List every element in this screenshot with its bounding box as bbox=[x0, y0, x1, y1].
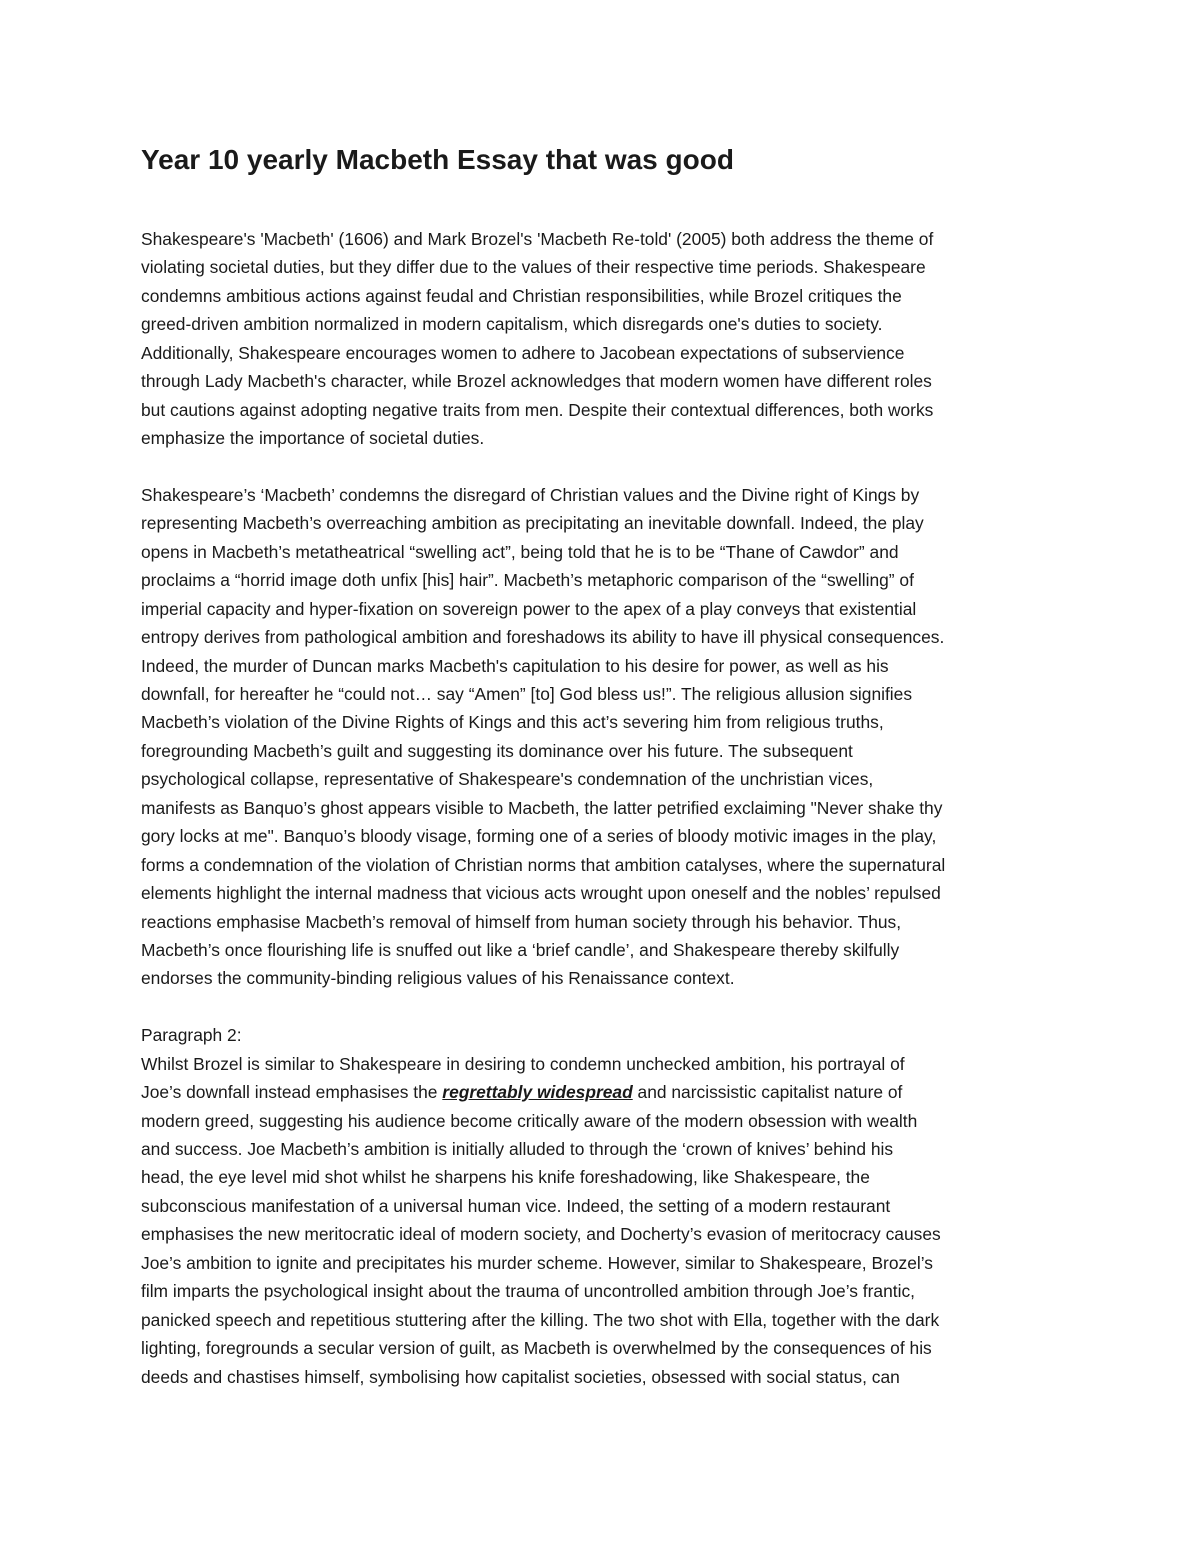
text-line bbox=[141, 1078, 1061, 1106]
text-line: Macbeth’s violation of the Divine Rights of Kings and this act’s severing him from religious truths, bbox=[141, 712, 884, 733]
text-line: imperial capacity and hyper-fixation on sovereign power to the apex of a play conveys that existential bbox=[141, 598, 917, 619]
text-line: modern greed, suggesting his audience become critically aware of the modern obsession with wealth bbox=[141, 1110, 918, 1131]
text-line: Joe’s ambition to ignite and precipitates his murder scheme. However, similar to Shakespeare, Brozel’s bbox=[141, 1252, 933, 1273]
paragraph-spacer bbox=[141, 453, 1061, 481]
text-line: deeds and chastises himself, symbolising how capitalist societies, obsessed with social status, can bbox=[141, 1366, 900, 1387]
text-line: manifests as Banquo’s ghost appears visible to Macbeth, the latter petrified exclaiming "Never shake thy bbox=[141, 797, 943, 818]
text-line: and success. Joe Macbeth’s ambition is initially alluded to through the ‘crown of knives’ behind his bbox=[141, 1139, 894, 1159]
essay-title: Year 10 yearly Macbeth Essay that was good bbox=[141, 144, 734, 175]
text-line: representing Macbeth’s overreaching ambition as precipitating an inevitable downfall. Indeed, the play bbox=[141, 513, 924, 534]
essay-body bbox=[141, 225, 1061, 1391]
text-line: foregrounding Macbeth’s guilt and suggesting its dominance over his future. The subsequent bbox=[141, 740, 853, 761]
text-line: subconscious manifestation of a universal human vice. Indeed, the setting of a modern restaurant bbox=[141, 1195, 891, 1216]
text-line: gory locks at me". Banquo’s bloody visage, forming one of a series of bloody motivic images in the play, bbox=[141, 826, 937, 847]
text-line: forms a condemnation of the violation of Christian norms that ambition catalyses, where the supernatural bbox=[141, 854, 946, 875]
text-line: reactions emphasise Macbeth’s removal of himself from human society through his behavior. Thus, bbox=[141, 911, 902, 932]
text-line: Indeed, the murder of Duncan marks Macbeth's capitulation to his desire for power, as well as his bbox=[141, 655, 889, 676]
text-line: elements highlight the internal madness that vicious acts wrought upon oneself and the nobles’ repulsed bbox=[141, 883, 941, 904]
text-line: psychological collapse, representative of Shakespeare's condemnation of the unchristian vices, bbox=[141, 769, 874, 790]
body-paragraph-1 bbox=[141, 481, 1061, 993]
text-line: head, the eye level mid shot whilst he sharpens his knife foreshadowing, like Shakespeare, the bbox=[141, 1167, 870, 1188]
text-line: Whilst Brozel is similar to Shakespeare in desiring to condemn unchecked ambition, his portrayal of bbox=[141, 1053, 905, 1074]
text-line: condemns ambitious actions against feudal and Christian responsibilities, while Brozel critiques the bbox=[141, 285, 902, 306]
text-line: greed-driven ambition normalized in modern capitalism, which disregards one's duties to society. bbox=[141, 314, 883, 335]
text-line: opens in Macbeth’s metatheatrical “swelling act”, being told that he is to be “Thane of Cawdor” and bbox=[141, 541, 899, 562]
text-line: through Lady Macbeth's character, while Brozel acknowledges that modern women have different roles bbox=[141, 371, 932, 392]
text-line: Shakespeare's 'Macbeth' (1606) and Mark Brozel's 'Macbeth Re-told' (2005) both address the theme of bbox=[141, 229, 934, 249]
body-paragraph-2 bbox=[141, 1021, 1061, 1391]
intro-paragraph bbox=[141, 225, 1061, 453]
document-page bbox=[141, 140, 1061, 1387]
text-line: film imparts the psychological insight about the trauma of uncontrolled ambition through Joe’s frantic, bbox=[141, 1281, 915, 1302]
text-line: emphasises the new meritocratic ideal of modern society, and Docherty’s evasion of meritocracy causes bbox=[141, 1224, 941, 1245]
text-line: endorses the community-binding religious values of his Renaissance context. bbox=[141, 968, 735, 989]
text-line: Shakespeare’s ‘Macbeth’ condemns the disregard of Christian values and the Divine right of Kings by bbox=[141, 484, 920, 505]
text-line: proclaims a “horrid image doth unfix [his] hair”. Macbeth’s metaphoric comparison of the “swelling” of bbox=[141, 570, 914, 591]
text-line: entropy derives from pathological ambition and foreshadows its ability to have ill physical consequences. bbox=[141, 627, 945, 648]
text-segment: Joe’s downfall instead emphasises the bbox=[141, 1082, 443, 1103]
emphasized-phrase: regrettably widespread bbox=[442, 1082, 633, 1103]
text-line: but cautions against adopting negative traits from men. Despite their contextual differences, both works bbox=[141, 399, 934, 420]
text-line: violating societal duties, but they differ due to the values of their respective time periods. Shakespeare bbox=[141, 257, 926, 278]
text-line: panicked speech and repetitious stuttering after the killing. The two shot with Ella, together with the dark bbox=[141, 1309, 940, 1330]
text-line: lighting, foregrounds a secular version of guilt, as Macbeth is overwhelmed by the consequences of his bbox=[141, 1338, 932, 1359]
text-segment: and narcissistic capitalist nature of bbox=[632, 1082, 903, 1103]
text-line: downfall, for hereafter he “could not… say “Amen” [to] God bless us!”. The religious allusion signifies bbox=[141, 684, 913, 704]
paragraph-heading: Paragraph 2: bbox=[141, 1025, 242, 1046]
text-line: Macbeth’s once flourishing life is snuffed out like a ‘brief candle’, and Shakespeare thereby skilfully bbox=[141, 939, 900, 960]
text-line: Additionally, Shakespeare encourages women to adhere to Jacobean expectations of subservience bbox=[141, 342, 905, 363]
text-line: emphasize the importance of societal duties. bbox=[141, 428, 485, 449]
paragraph-spacer bbox=[141, 993, 1061, 1021]
